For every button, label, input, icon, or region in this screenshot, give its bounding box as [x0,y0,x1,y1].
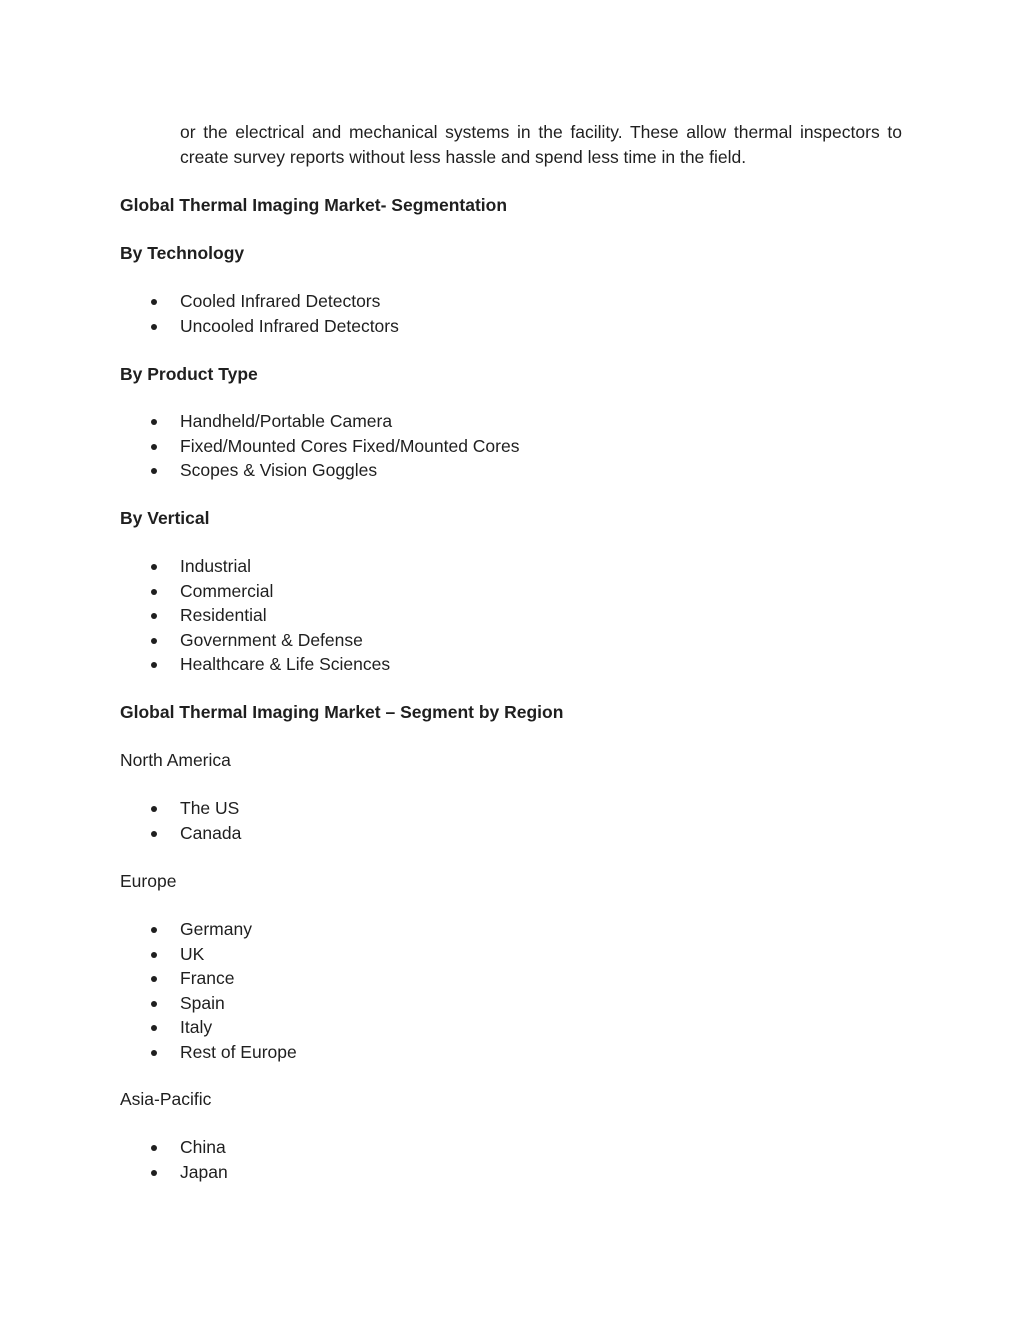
list-item [0,603,390,628]
technology-heading: By Technology [120,243,245,263]
product-type-heading: By Product Type [120,364,258,384]
bullet-icon [151,1025,157,1031]
list-item [0,796,241,821]
list-item-label: Handheld/Portable Camera [180,411,393,431]
asia-pacific-label: Asia-Pacific [120,1089,212,1109]
bullet-icon [151,564,157,570]
list-item-label: Commercial [180,580,274,601]
list-item [0,1135,228,1160]
europe-label: Europe [120,871,177,891]
list-item [0,1015,297,1040]
list-item-label: UK [180,943,205,964]
list-item [0,554,390,579]
product-type-list [0,409,519,483]
list-item [0,1160,228,1185]
list-item [0,458,519,483]
north-america-label: North America [120,750,231,770]
list-item [0,821,241,846]
north-america-list [0,796,241,845]
asia-pacific-list [0,1135,228,1184]
list-item-label: Rest of Europe [180,1041,297,1062]
list-item-label: Government & Defense [180,629,363,650]
list-item-label: France [180,968,235,988]
bullet-icon [151,444,157,450]
bullet-icon [151,299,157,305]
list-item [0,628,390,653]
list-item-label: The US [180,798,240,818]
list-item-label: Canada [180,822,242,843]
vertical-list [0,554,390,677]
list-item [0,1040,297,1065]
list-item [0,289,399,314]
list-item-label: Industrial [180,556,252,576]
list-item [0,991,297,1016]
bullet-icon [151,952,157,958]
region-heading: Global Thermal Imaging Market – Segment by Region [120,702,564,722]
list-item-label: Spain [180,992,225,1013]
list-item-label: Uncooled Infrared Detectors [180,315,399,336]
list-item-label: Italy [180,1017,213,1037]
list-item-label: Germany [180,919,252,939]
europe-list [0,917,297,1064]
bullet-icon [151,927,157,933]
list-item [0,434,519,459]
bullet-icon [151,589,157,595]
list-item-label: China [180,1137,226,1157]
bullet-icon [151,662,157,668]
bullet-icon [151,976,157,982]
bullet-icon [151,638,157,644]
list-item-label: Japan [180,1161,228,1182]
list-item [0,966,297,991]
list-item-label: Scopes & Vision Goggles [180,460,378,480]
list-item [0,942,297,967]
list-item [0,652,390,677]
bullet-icon [151,1170,157,1176]
list-item-label: Cooled Infrared Detectors [180,291,381,311]
list-item-label: Fixed/Mounted Cores Fixed/Mounted Cores [180,435,520,456]
segmentation-heading: Global Thermal Imaging Market- Segmentation [120,195,508,215]
bullet-icon [151,1145,157,1151]
list-item-label: Healthcare & Life Sciences [180,654,391,674]
bullet-icon [151,468,157,474]
bullet-icon [151,419,157,425]
vertical-heading: By Vertical [120,508,210,528]
list-item [0,314,399,339]
list-item-label: Residential [180,605,267,625]
list-item [0,409,519,434]
bullet-icon [151,613,157,619]
bullet-icon [151,806,157,812]
bullet-icon [151,324,157,330]
bullet-icon [151,831,157,837]
technology-list [0,289,399,338]
intro-paragraph: or the electrical and mechanical systems in the facility. These allow thermal inspectors to create survey reports without less hassle and spend less time in the field. [180,122,902,167]
list-item [0,917,297,942]
bullet-icon [151,1001,157,1007]
list-item [0,579,390,604]
bullet-icon [151,1050,157,1056]
